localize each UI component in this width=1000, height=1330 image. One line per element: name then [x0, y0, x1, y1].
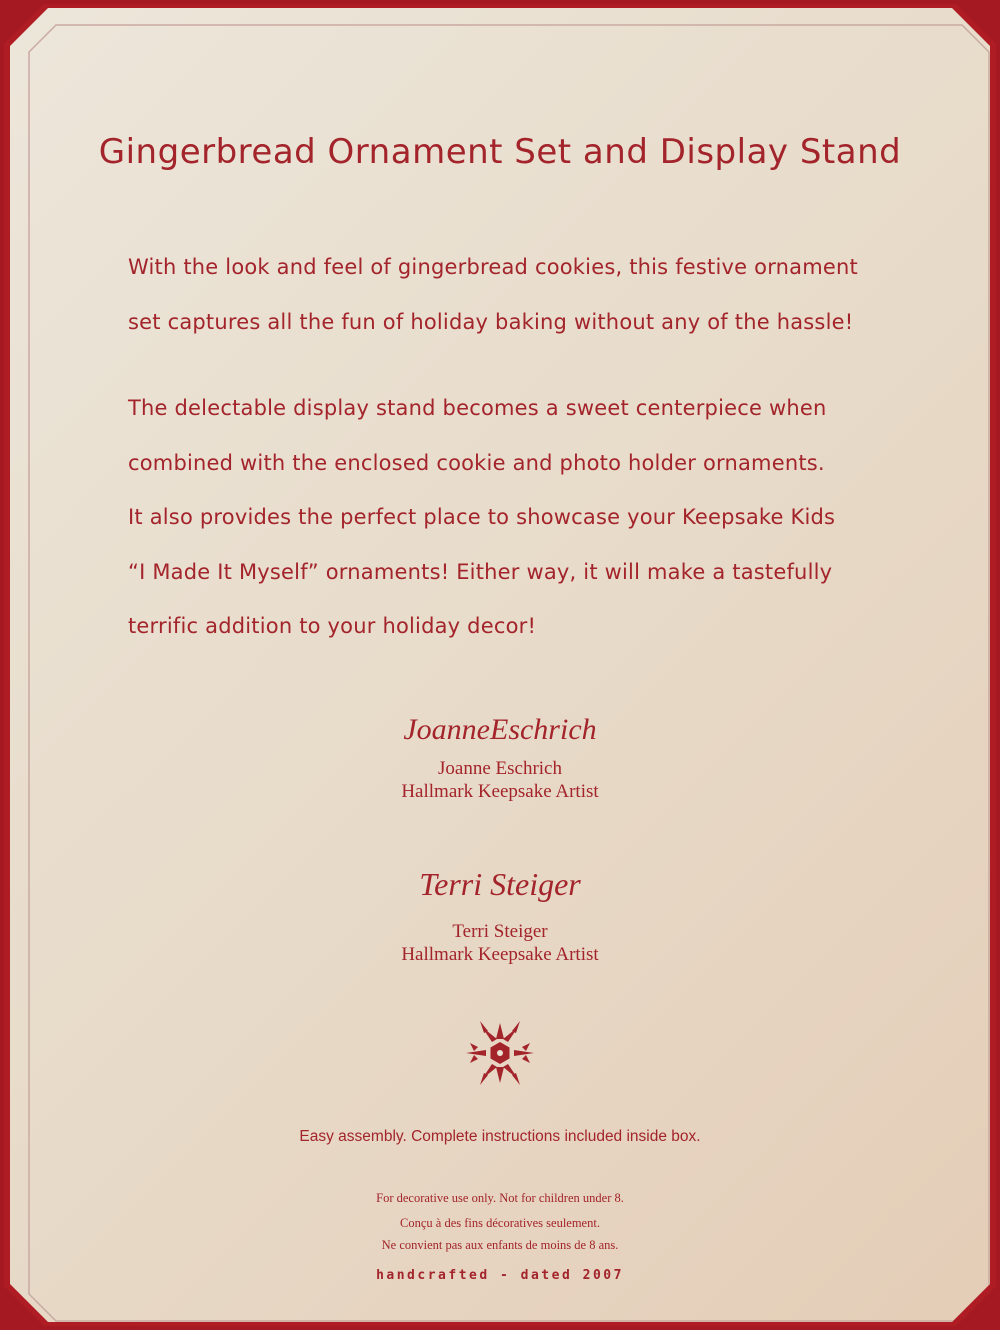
paragraph-line: It also provides the perfect place to showcase your Keepsake Kids: [128, 505, 836, 529]
snowflake-icon: [462, 1018, 538, 1088]
paragraph-line: With the look and feel of gingerbread cookies, this festive ornament: [128, 255, 858, 279]
signature-terri-steiger: Terri Steiger: [419, 866, 581, 902]
artist-name: Joanne Eschrich: [438, 758, 562, 779]
description-paragraph: [128, 381, 888, 654]
intro-paragraph: [128, 240, 888, 349]
artist-name: Terri Steiger: [452, 921, 548, 942]
paragraph-line: terrific addition to your holiday decor!: [128, 614, 537, 638]
fine-print-french-2: Ne convient pas aux enfants de moins de 8 ans.: [381, 1238, 619, 1252]
artist-credit-2: [0, 920, 1000, 966]
paragraph-line: The delectable display stand becomes a sweet centerpiece when: [128, 396, 827, 420]
paragraph-line: “I Made It Myself” ornaments! Either way, it will make a tastefully: [128, 559, 833, 584]
card-panel: [10, 8, 990, 1322]
artist-role: Hallmark Keepsake Artist: [401, 781, 599, 802]
dated-label: handcrafted - dated 2007: [376, 1268, 624, 1283]
assembly-note: Easy assembly. Complete instructions included inside box.: [299, 1128, 701, 1145]
paragraph-line: combined with the enclosed cookie and photo holder ornaments.: [128, 450, 825, 475]
paragraph-line: set captures all the fun of holiday baking without any of the hassle!: [128, 309, 854, 334]
fine-print-french-1: Conçu à des fins décoratives seulement.: [400, 1216, 600, 1230]
artist-credit-1: [0, 757, 1000, 803]
fine-print-warning: For decorative use only. Not for children under 8.: [376, 1191, 624, 1205]
artist-role: Hallmark Keepsake Artist: [401, 944, 599, 965]
signature-joanne-eschrich: JoanneEschrich: [403, 713, 597, 746]
page-title: Gingerbread Ornament Set and Display Stand: [98, 132, 902, 172]
